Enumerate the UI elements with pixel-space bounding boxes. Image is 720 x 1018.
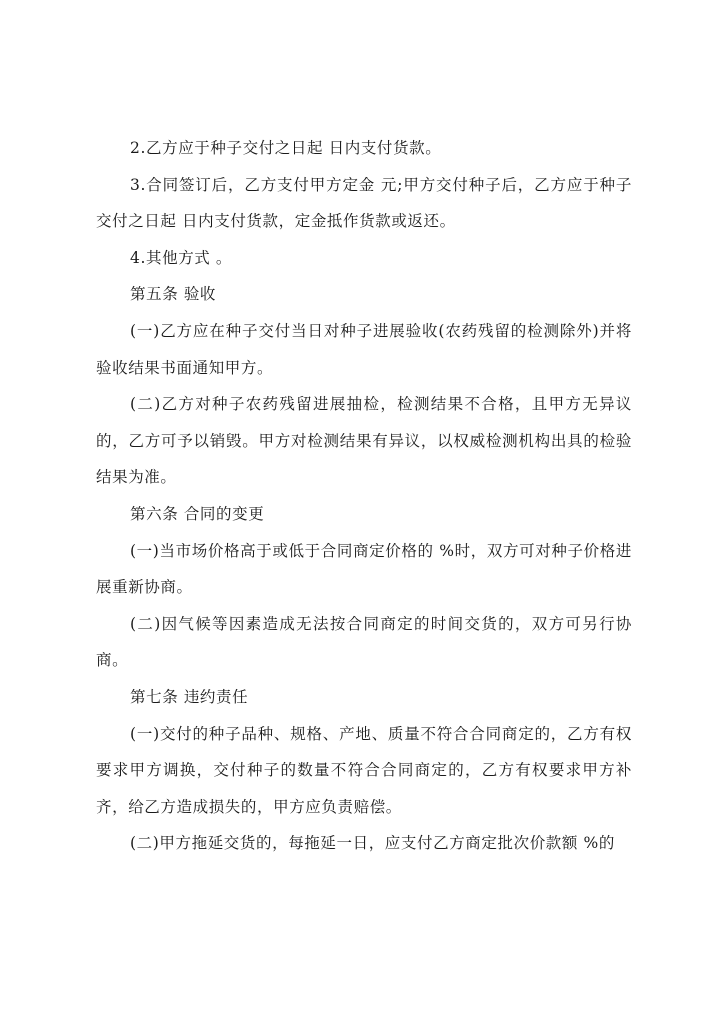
- article-6-heading: 第六条 合同的变更: [130, 504, 265, 523]
- article-7-heading: 第七条 违约责任: [130, 687, 249, 706]
- paragraph-liability-2: (二)甲方拖延交货的，每拖延一日，应支付乙方商定批次价款额 %的: [130, 834, 615, 853]
- article-5-heading: 第五条 验收: [130, 285, 217, 304]
- paragraph-change-1: (一)当市场价格高于或低于合同商定价格的 %时，双方可对种子价格进展重新协商。: [96, 541, 632, 597]
- paragraph-inspection-1: (一)乙方应在种子交付当日对种子进展验收(农药残留的检测除外)并将验收结果书面通知甲方。: [96, 321, 632, 377]
- document-body: [96, 130, 632, 862]
- paragraph-payment-2: 2.乙方应于种子交付之日起 日内支付货款。: [130, 139, 442, 157]
- paragraph-payment-3: 3.合同签订后，乙方支付甲方定金 元;甲方交付种子后，乙方应于种子交付之日起 日内支付货款，定金抵作货款或返还。: [96, 175, 632, 231]
- paragraph-inspection-2: (二)乙方对种子农药残留进展抽检，检测结果不合格，且甲方无异议的，乙方可予以销毁。甲方对检测结果有异议，以权威检测机构出具的检验结果为准。: [96, 395, 632, 487]
- paragraph-liability-1: (一)交付的种子品种、规格、产地、质量不符合合同商定的，乙方有权要求甲方调换，交付种子的数量不符合合同商定的，乙方有权要求甲方补齐，给乙方造成损失的，甲方应负责赔偿。: [96, 724, 632, 816]
- paragraph-payment-4: 4.其他方式 。: [130, 248, 233, 267]
- paragraph-change-2: (二)因气候等因素造成无法按合同商定的时间交货的，双方可另行协商。: [96, 614, 632, 670]
